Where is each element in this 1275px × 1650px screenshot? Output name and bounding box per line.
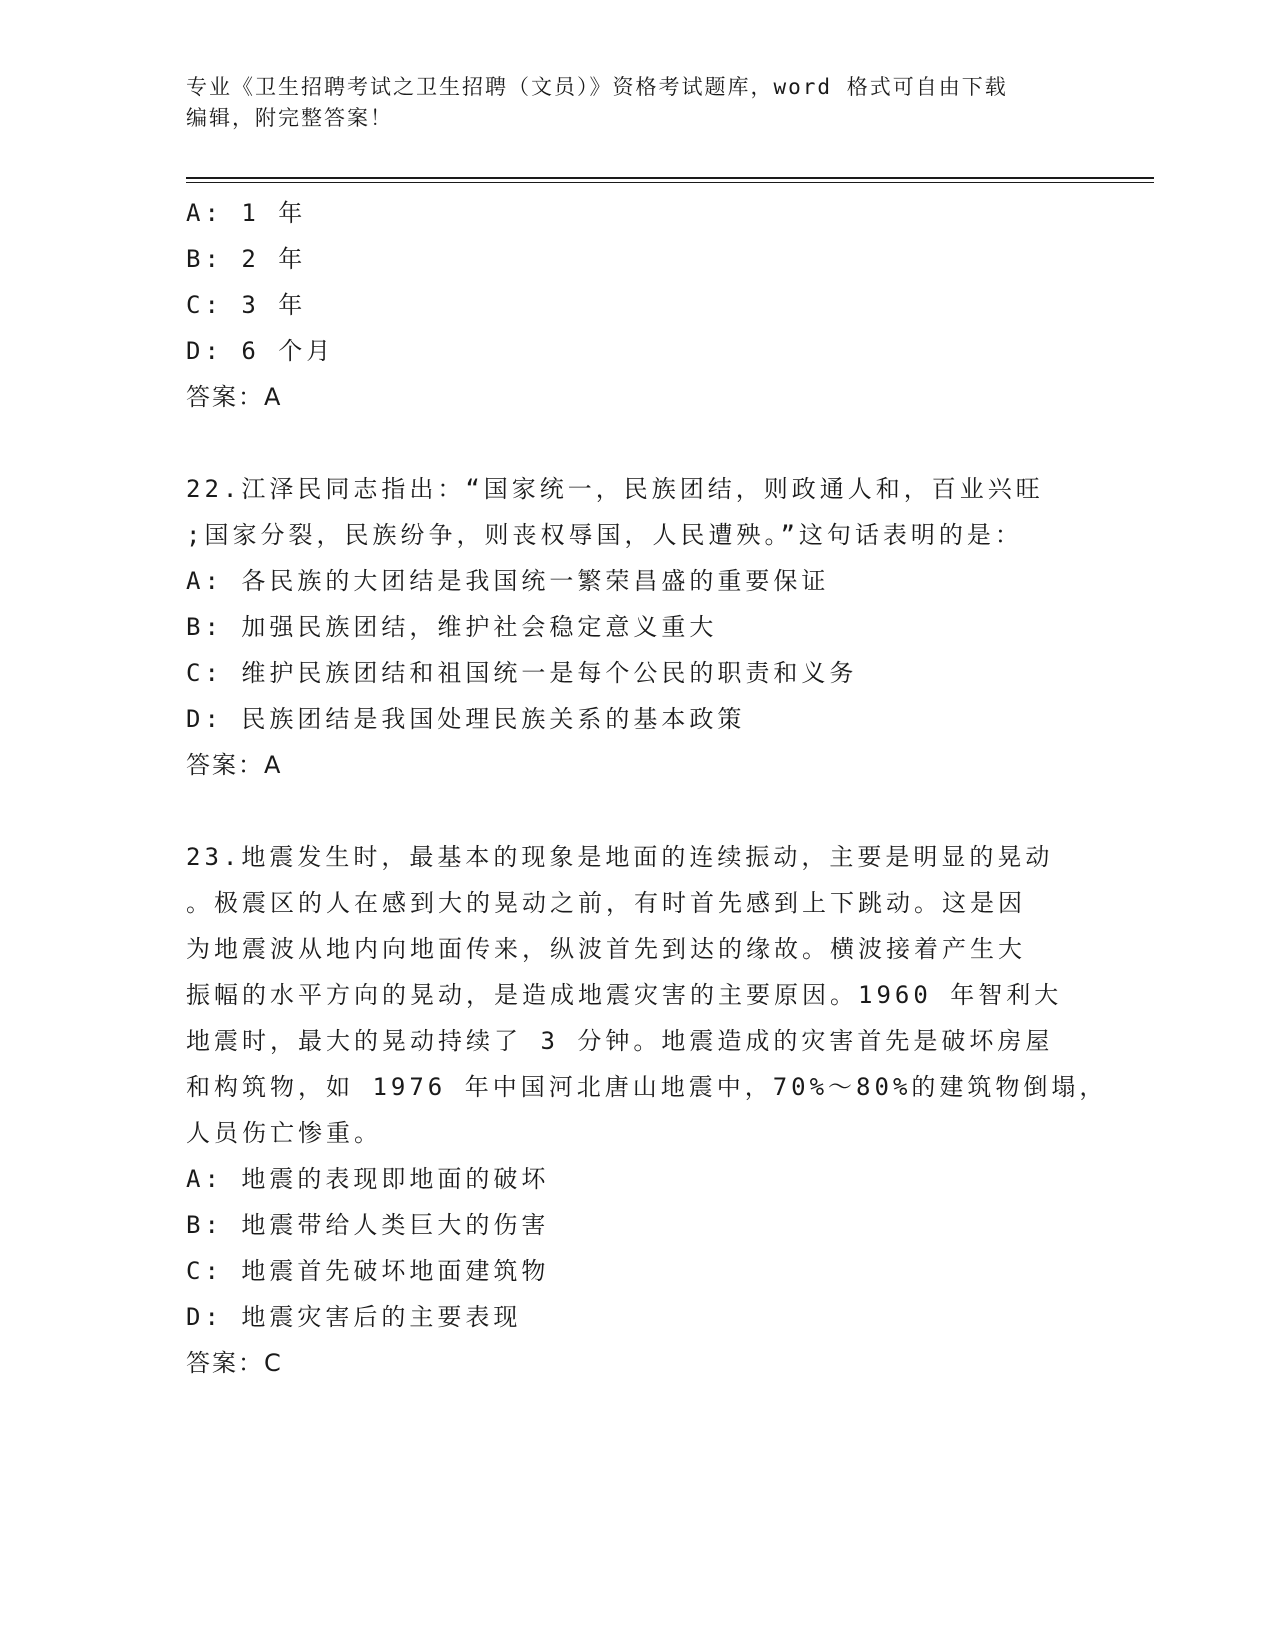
option-d: D: 民族团结是我国处理民族关系的基本政策: [186, 705, 746, 733]
question-stem-line: 23.地震发生时，最基本的现象是地面的连续振动，主要是明显的晃动: [186, 843, 1054, 871]
spacer: [186, 420, 1086, 466]
answer-line: 答案：C: [186, 1349, 283, 1377]
option-d: D: 地震灾害后的主要表现: [186, 1303, 522, 1331]
option-c: C: 3 年: [186, 291, 307, 319]
spacer: [186, 788, 1086, 834]
question-stem-line: 22.江泽民同志指出：“国家统一，民族团结，则政通人和，百业兴旺: [186, 475, 1044, 503]
option-b: B: 2 年: [186, 245, 307, 273]
option-a: A: 地震的表现即地面的破坏: [186, 1165, 550, 1193]
option-c: C: 地震首先破坏地面建筑物: [186, 1257, 550, 1285]
option-a: A: 各民族的大团结是我国统一繁荣昌盛的重要保证: [186, 567, 830, 595]
question-stem-line: ;国家分裂，民族纷争，则丧权辱国，人民遭殃。”这句话表明的是：: [186, 521, 1023, 549]
question-23: [186, 834, 1108, 1386]
header-divider-thin: [186, 182, 1154, 183]
question-21: [186, 190, 1086, 420]
question-stem-line: 振幅的水平方向的晃动，是造成地震灾害的主要原因。1960 年智利大: [186, 981, 1063, 1009]
answer-line: 答案：A: [186, 751, 283, 779]
question-content: [186, 190, 1108, 1386]
header-divider-thick: [186, 177, 1154, 179]
question-stem-line: 人员伤亡惨重。: [186, 1119, 382, 1147]
option-d: D: 6 个月: [186, 337, 335, 365]
document-header: [186, 72, 1086, 134]
question-stem-line: 和构筑物，如 1976 年中国河北唐山地震中，70%～80%的建筑物倒塌，: [186, 1073, 1108, 1101]
question-stem-line: 地震时，最大的晃动持续了 3 分钟。地震造成的灾害首先是破坏房屋: [186, 1027, 1054, 1055]
question-stem-line: 为地震波从地内向地面传来，纵波首先到达的缘故。横波接着产生大: [186, 935, 1026, 963]
option-b: B: 加强民族团结，维护社会稳定意义重大: [186, 613, 718, 641]
answer-line: 答案：A: [186, 383, 283, 411]
question-stem-line: 。极震区的人在感到大的晃动之前，有时首先感到上下跳动。这是因: [186, 889, 1026, 917]
option-c: C: 维护民族团结和祖国统一是每个公民的职责和义务: [186, 659, 858, 687]
question-22: [186, 466, 1086, 788]
option-b: B: 地震带给人类巨大的伤害: [186, 1211, 550, 1239]
option-a: A: 1 年: [186, 199, 307, 227]
header-line-1: 专业《卫生招聘考试之卫生招聘（文员）》资格考试题库，word 格式可自由下载: [186, 75, 1008, 99]
header-line-2: 编辑，附完整答案！: [186, 106, 393, 130]
